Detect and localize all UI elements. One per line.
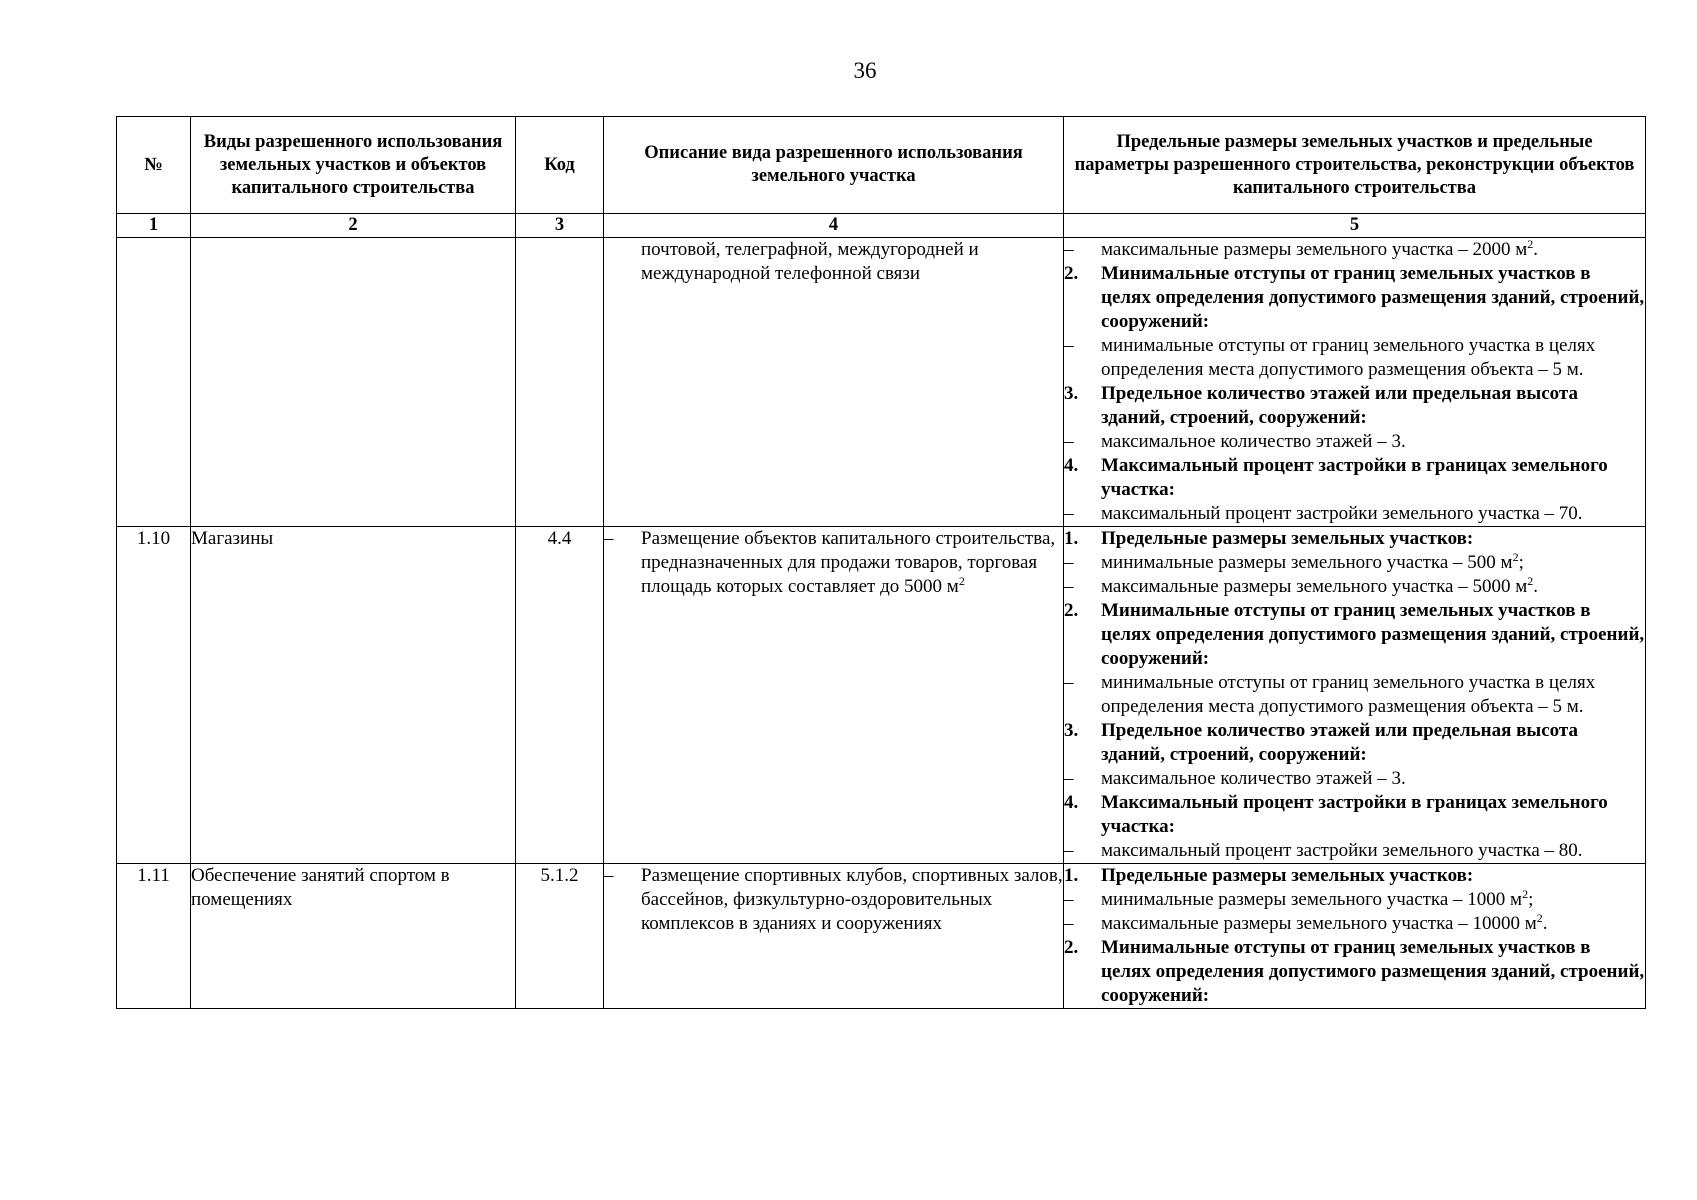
row-number: 1.10	[117, 527, 191, 864]
superscript: 2	[1536, 911, 1543, 925]
parameter-text: Максимальный процент застройки в границах земельного участка:	[1101, 792, 1608, 837]
use-type-code	[516, 238, 604, 527]
list-marker: –	[604, 865, 614, 886]
row-number: 1.11	[117, 864, 191, 1009]
use-type-name: Обеспечение занятий спортом в помещениях	[191, 864, 516, 1009]
list-marker: –	[1064, 335, 1074, 356]
use-description	[604, 527, 1064, 864]
column-number: 2	[191, 214, 516, 238]
list-marker: 3.	[1064, 720, 1079, 741]
parameter-text: минимальные отступы от границ земельного участка в целях определения места допустимого размещения объекта – 5 м.	[1101, 335, 1596, 380]
parameter-text: минимальные размеры земельного участка – 1000 $м^2$;	[1101, 887, 1534, 910]
superscript: 2	[1527, 574, 1534, 588]
superscript: 2	[958, 574, 965, 588]
use-type-code: 4.4	[516, 527, 604, 864]
list-marker: –	[1064, 672, 1074, 693]
use-type-name: Магазины	[191, 527, 516, 864]
parameter-text: Минимальные отступы от границ земельных участков в целях определения допустимого размещения зданий, строений, сооружений:	[1101, 263, 1645, 332]
parameter-item	[1064, 238, 1645, 262]
list-marker: 2.	[1064, 937, 1079, 958]
column-number: 1	[117, 214, 191, 238]
use-description	[604, 238, 1064, 527]
parameter-heading	[1064, 864, 1645, 888]
parameter-text: Минимальные отступы от границ земельных участков в целях определения допустимого размещения зданий, строений, сооружений:	[1101, 937, 1645, 1006]
superscript: 2	[1522, 887, 1529, 901]
column-number: 4	[604, 214, 1064, 238]
parameter-item	[1064, 551, 1645, 575]
list-marker: 2.	[1064, 600, 1079, 621]
list-marker: 2.	[1064, 263, 1079, 284]
parameter-text: максимальное количество этажей – 3.	[1101, 431, 1406, 452]
description-text: почтовой, телеграфной, междугородней и международной телефонной связи	[641, 239, 979, 284]
header-code: Код	[516, 117, 604, 214]
parameter-heading	[1064, 527, 1645, 551]
table-row	[117, 238, 1646, 527]
parameter-heading	[1064, 382, 1645, 430]
list-marker: –	[1064, 768, 1074, 789]
parameter-item	[1064, 575, 1645, 599]
list-marker: –	[1064, 913, 1074, 934]
parameter-text: минимальные отступы от границ земельного участка в целях определения места допустимого размещения объекта – 5 м.	[1101, 672, 1596, 717]
parameter-text: Максимальный процент застройки в границах земельного участка:	[1101, 455, 1608, 500]
header-parameters: Предельные размеры земельных участков и предельные параметры разрешенного строительства, реконструкции объектов капитального строительства	[1064, 117, 1646, 214]
header-description: Описание вида разрешенного использования земельного участка	[604, 117, 1064, 214]
use-description	[604, 864, 1064, 1009]
list-marker: –	[1064, 239, 1074, 260]
parameter-heading	[1064, 791, 1645, 839]
parameter-item	[1064, 671, 1645, 719]
description-item	[604, 238, 1063, 286]
list-marker: –	[1064, 431, 1074, 452]
parameters-cell	[1064, 527, 1646, 864]
list-marker: 3.	[1064, 383, 1079, 404]
parameter-heading	[1064, 936, 1645, 1008]
table-row	[117, 864, 1646, 1009]
list-marker: –	[1064, 889, 1074, 910]
header-row	[117, 117, 1646, 214]
parameter-heading	[1064, 262, 1645, 334]
description-item	[604, 864, 1063, 936]
land-use-table	[116, 116, 1646, 1009]
list-marker: 1.	[1064, 865, 1079, 886]
parameter-text: Предельные размеры земельных участков:	[1101, 865, 1474, 886]
parameter-text: максимальные размеры земельного участка – 5000 $м^2$.	[1101, 574, 1538, 597]
description-text: Размещение спортивных клубов, спортивных залов, бассейнов, физкультурно-оздоровительных комплексов в зданиях и сооружениях	[641, 865, 1063, 934]
description-text: Размещение объектов капитального строительства, предназначенных для продажи товаров, торговая площадь которых составляет до 5000 $м^2$	[641, 528, 1056, 597]
parameter-text: максимальные размеры земельного участка – 2000 $м^2$.	[1101, 237, 1538, 260]
list-marker: –	[1064, 552, 1074, 573]
parameter-text: Предельное количество этажей или предельная высота зданий, строений, сооружений:	[1101, 720, 1578, 765]
parameter-text: максимальное количество этажей – 3.	[1101, 768, 1406, 789]
parameter-heading	[1064, 599, 1645, 671]
parameter-heading	[1064, 719, 1645, 767]
parameter-heading	[1064, 454, 1645, 502]
parameter-text: максимальные размеры земельного участка – 10000 $м^2$.	[1101, 911, 1548, 934]
list-marker: 4.	[1064, 455, 1079, 476]
parameters-cell	[1064, 238, 1646, 527]
use-type-name	[191, 238, 516, 527]
parameter-item	[1064, 767, 1645, 791]
parameter-item	[1064, 502, 1645, 526]
parameter-text: максимальный процент застройки земельного участка – 80.	[1101, 840, 1583, 861]
parameter-item	[1064, 430, 1645, 454]
column-number-row	[117, 214, 1646, 238]
list-marker: 1.	[1064, 528, 1079, 549]
table-row	[117, 527, 1646, 864]
list-marker: –	[604, 528, 614, 549]
row-number	[117, 238, 191, 527]
parameter-item	[1064, 912, 1645, 936]
parameter-item	[1064, 334, 1645, 382]
column-number: 3	[516, 214, 604, 238]
header-use-type: Виды разрешенного использования земельных участков и объектов капитального строительства	[191, 117, 516, 214]
parameter-text: Минимальные отступы от границ земельных участков в целях определения допустимого размещения зданий, строений, сооружений:	[1101, 600, 1645, 669]
parameters-cell	[1064, 864, 1646, 1009]
page-number: 36	[853, 58, 877, 83]
superscript: 2	[1527, 237, 1534, 251]
list-marker: 4.	[1064, 792, 1079, 813]
parameter-text: Предельное количество этажей или предельная высота зданий, строений, сооружений:	[1101, 383, 1578, 428]
list-marker: –	[1064, 576, 1074, 597]
parameter-item	[1064, 888, 1645, 912]
parameter-text: Предельные размеры земельных участков:	[1101, 528, 1474, 549]
list-marker: –	[1064, 840, 1074, 861]
superscript: 2	[1512, 550, 1519, 564]
column-number: 5	[1064, 214, 1646, 238]
list-marker	[604, 238, 641, 286]
use-type-code: 5.1.2	[516, 864, 604, 1009]
table-body	[117, 238, 1646, 1009]
header-number: №	[117, 117, 191, 214]
parameter-item	[1064, 839, 1645, 863]
list-marker: –	[1064, 503, 1074, 524]
description-item	[604, 527, 1063, 599]
parameter-text: максимальный процент застройки земельного участка – 70.	[1101, 503, 1583, 524]
parameter-text: минимальные размеры земельного участка – 500 $м^2$;	[1101, 550, 1524, 573]
